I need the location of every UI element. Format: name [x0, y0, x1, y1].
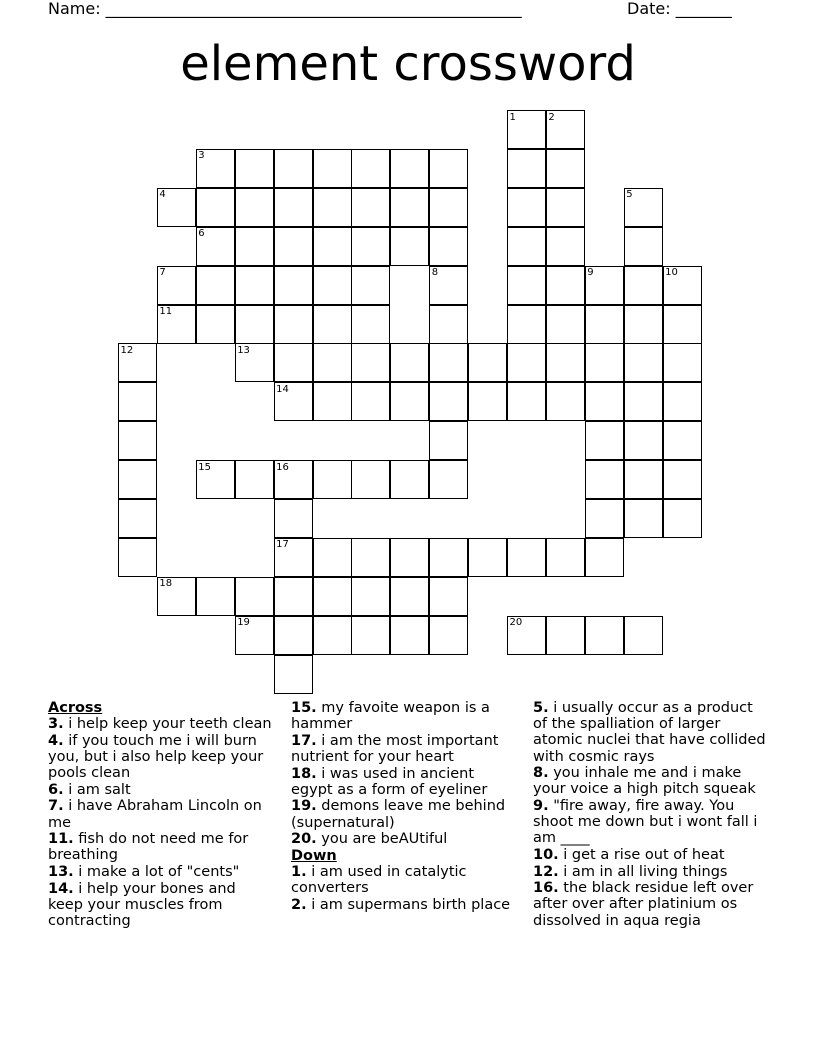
clue-item: [48, 831, 273, 863]
crossword-cell[interactable]: [313, 305, 352, 344]
crossword-cell[interactable]: [274, 616, 313, 655]
crossword-cell[interactable]: [274, 343, 313, 382]
crossword-cell[interactable]: [235, 460, 274, 499]
crossword-cell[interactable]: [585, 460, 624, 499]
crossword-cell[interactable]: [196, 305, 235, 344]
crossword-cell[interactable]: [118, 421, 157, 460]
clue-number: 17.: [291, 732, 317, 749]
crossword-cell[interactable]: [624, 460, 663, 499]
clue-number: 18.: [291, 765, 317, 782]
crossword-cell[interactable]: [390, 382, 429, 421]
clue-text: my favoite weapon is a hammer: [291, 700, 490, 733]
clue-number: 15.: [291, 700, 317, 716]
crossword-cell[interactable]: [429, 227, 468, 266]
crossword-cell[interactable]: [468, 538, 507, 577]
crossword-cell[interactable]: [546, 266, 585, 305]
crossword-cell[interactable]: [351, 227, 390, 266]
clue-number: 2.: [291, 896, 307, 913]
clue-number: 12.: [533, 863, 559, 880]
crossword-cell[interactable]: [663, 460, 702, 499]
crossword-cell[interactable]: [507, 266, 546, 305]
crossword-cell[interactable]: [546, 149, 585, 188]
crossword-cell[interactable]: [313, 266, 352, 305]
crossword-cell[interactable]: [274, 305, 313, 344]
crossword-cell[interactable]: [274, 227, 313, 266]
clue-text: fish do not need me for breathing: [48, 831, 249, 864]
clue-number: 9.: [533, 798, 549, 814]
clue-text: i help your bones and keep your muscles from contracting: [48, 880, 236, 929]
cell-number: 3: [198, 150, 205, 162]
crossword-cell[interactable]: [313, 460, 352, 499]
clue-text: "fire away, fire away. You shoot me down but i wont fall i am ____: [533, 798, 758, 847]
crossword-cell[interactable]: [507, 188, 546, 227]
clue-text: you inhale me and i make your voice a high pitch squeak: [533, 765, 756, 798]
clue-item: [291, 766, 516, 798]
crossword-cell[interactable]: [313, 577, 352, 616]
cell-number: 1: [509, 111, 516, 123]
crossword-cell[interactable]: [624, 616, 663, 655]
clue-number: 7.: [48, 798, 64, 815]
clue-number: 8.: [533, 765, 549, 782]
crossword-cell[interactable]: [429, 616, 468, 655]
crossword-cell[interactable]: [507, 305, 546, 344]
clue-text: i help keep your teeth clean: [68, 716, 272, 733]
crossword-cell[interactable]: [351, 616, 390, 655]
clue-item: [48, 864, 273, 880]
clue-column-3: [533, 700, 768, 929]
crossword-cell[interactable]: [468, 343, 507, 382]
crossword-cell[interactable]: [429, 149, 468, 188]
crossword-cell[interactable]: [351, 577, 390, 616]
crossword-cell[interactable]: [313, 382, 352, 421]
clue-item: [533, 700, 768, 765]
clue-item: [291, 831, 516, 847]
cell-number: 13: [237, 344, 250, 356]
clue-item: [48, 881, 273, 930]
cell-number: 12: [120, 344, 134, 356]
cell-number: 14: [276, 383, 289, 395]
clue-text: you are beAUtiful: [321, 831, 448, 848]
crossword-cell[interactable]: [118, 382, 157, 421]
clue-item: [533, 765, 768, 797]
clue-text: i am in all living things: [563, 863, 728, 880]
crossword-cell[interactable]: [351, 460, 390, 499]
crossword-cell[interactable]: [390, 616, 429, 655]
crossword-cell[interactable]: [118, 499, 157, 538]
crossword-cell[interactable]: [429, 538, 468, 577]
crossword-cell[interactable]: [585, 616, 624, 655]
crossword-cell[interactable]: [351, 538, 390, 577]
crossword-cell[interactable]: [390, 188, 429, 227]
clue-text: demons leave me behind (supernatural): [291, 798, 506, 831]
clue-item: [291, 733, 516, 765]
crossword-cell[interactable]: [274, 655, 313, 694]
crossword-cell[interactable]: [429, 305, 468, 344]
crossword-cell[interactable]: [390, 149, 429, 188]
crossword-cell[interactable]: [235, 149, 274, 188]
crossword-cell[interactable]: [507, 343, 546, 382]
clue-text: the black residue left over after over after platinium os dissolved in aqua regia: [533, 880, 754, 929]
crossword-cell[interactable]: [624, 421, 663, 460]
crossword-cell[interactable]: [118, 538, 157, 577]
clue-number: 3.: [48, 716, 64, 733]
cell-number: 16: [276, 461, 289, 473]
crossword-cell[interactable]: [274, 266, 313, 305]
clue-item: [291, 798, 516, 830]
crossword-cell[interactable]: [351, 149, 390, 188]
crossword-cell[interactable]: [546, 305, 585, 344]
crossword-cell[interactable]: [274, 149, 313, 188]
cell-number: 7: [159, 267, 166, 279]
crossword-cell[interactable]: [429, 421, 468, 460]
clue-text: i am used in catalytic converters: [291, 863, 467, 897]
crossword-cell[interactable]: [313, 343, 352, 382]
cell-number: 4: [159, 189, 166, 201]
crossword-cell[interactable]: [429, 577, 468, 616]
name-field[interactable]: Name: ____________________________________________________: [48, 0, 522, 18]
crossword-cell[interactable]: [468, 382, 507, 421]
crossword-cell[interactable]: [351, 382, 390, 421]
clue-item: [48, 782, 273, 798]
clue-item: [533, 847, 768, 863]
crossword-cell[interactable]: [274, 577, 313, 616]
crossword-cell[interactable]: [663, 421, 702, 460]
crossword-cell[interactable]: [624, 266, 663, 305]
crossword-cell[interactable]: [585, 343, 624, 382]
clue-item: [533, 880, 768, 929]
crossword-cell[interactable]: [429, 188, 468, 227]
crossword-cell[interactable]: [663, 305, 702, 344]
crossword-cell[interactable]: [351, 305, 390, 344]
cell-number: 5: [626, 189, 633, 201]
clue-number: 6.: [48, 781, 64, 798]
clue-text: i get a rise out of heat: [563, 847, 725, 863]
across-heading: Across: [48, 700, 103, 716]
crossword-cell[interactable]: [663, 499, 702, 538]
down-heading: Down: [291, 847, 337, 864]
clue-item: [533, 798, 768, 847]
crossword-cell[interactable]: [546, 227, 585, 266]
crossword-cell[interactable]: [546, 616, 585, 655]
page-title: element crossword: [180, 36, 636, 92]
crossword-cell[interactable]: [351, 188, 390, 227]
crossword-cell[interactable]: [507, 149, 546, 188]
clue-text: i was used in ancient egypt as a form of eyeliner: [291, 765, 488, 798]
crossword-cell[interactable]: [663, 343, 702, 382]
clue-text: if you touch me i will burn you, but i also help keep your pools clean: [48, 732, 264, 782]
crossword-cell[interactable]: [390, 538, 429, 577]
clue-text: i am supermans birth place: [311, 896, 511, 913]
crossword-cell[interactable]: [390, 577, 429, 616]
clue-text: i am salt: [68, 781, 131, 798]
crossword-cell[interactable]: [429, 343, 468, 382]
crossword-cell[interactable]: [546, 343, 585, 382]
clue-number: 16.: [533, 880, 559, 897]
crossword-cell[interactable]: [313, 188, 352, 227]
cell-number: 15: [198, 461, 212, 473]
crossword-cell[interactable]: [390, 227, 429, 266]
cell-number: 8: [431, 267, 439, 279]
clue-text: i have Abraham Lincoln on me: [48, 798, 262, 831]
crossword-cell[interactable]: [429, 382, 468, 421]
clue-number: 13.: [48, 863, 74, 880]
clue-number: 5.: [533, 700, 549, 716]
crossword-cell[interactable]: [196, 188, 235, 227]
date-field[interactable]: Date: _______: [627, 0, 732, 18]
cell-number: 9: [587, 267, 594, 279]
crossword-cell[interactable]: [546, 538, 585, 577]
crossword-cell[interactable]: [196, 577, 235, 616]
clue-number: 1.: [291, 863, 307, 880]
crossword-cell[interactable]: [313, 149, 352, 188]
crossword-cell[interactable]: [235, 266, 274, 305]
clue-number: 20.: [291, 831, 317, 848]
clue-item: [48, 798, 273, 830]
crossword-cell[interactable]: [585, 421, 624, 460]
clue-number: 14.: [48, 880, 74, 897]
cell-number: 6: [198, 228, 205, 240]
crossword-cell[interactable]: [585, 499, 624, 538]
crossword-cell[interactable]: [429, 460, 468, 499]
crossword-cell[interactable]: [313, 227, 352, 266]
clue-number: 11.: [48, 831, 74, 848]
crossword-cell[interactable]: [390, 343, 429, 382]
crossword-cell[interactable]: [546, 188, 585, 227]
crossword-cell[interactable]: [351, 266, 390, 305]
cell-number: 10: [665, 267, 678, 279]
clue-item: [48, 716, 273, 732]
clue-column-2: [291, 700, 516, 913]
clue-number: 10.: [533, 847, 559, 863]
clue-item: [48, 733, 273, 782]
crossword-cell[interactable]: [624, 343, 663, 382]
cell-number: 11: [159, 306, 173, 317]
crossword-cell[interactable]: [274, 188, 313, 227]
crossword-cell[interactable]: [507, 538, 546, 577]
clue-text: i am the most important nutrient for your heart: [291, 732, 499, 765]
cell-number: 19: [237, 617, 250, 629]
clue-number: 19.: [291, 798, 317, 815]
clue-item: [291, 864, 516, 896]
crossword-cell[interactable]: [507, 227, 546, 266]
clue-item: [533, 864, 768, 880]
crossword-cell[interactable]: [624, 305, 663, 344]
clue-number: 4.: [48, 732, 64, 749]
cell-number: 2: [548, 111, 555, 123]
crossword-cell[interactable]: [390, 460, 429, 499]
crossword-cell[interactable]: [624, 382, 663, 421]
clue-item: [291, 897, 516, 913]
crossword-cell[interactable]: [507, 382, 546, 421]
crossword-cell[interactable]: [585, 382, 624, 421]
crossword-cell[interactable]: [235, 577, 274, 616]
crossword-cell[interactable]: [235, 188, 274, 227]
crossword-cell[interactable]: [585, 305, 624, 344]
cell-number: 17: [276, 539, 289, 551]
crossword-cell[interactable]: [274, 499, 313, 538]
crossword-cell[interactable]: [546, 382, 585, 421]
crossword-cell[interactable]: [313, 538, 352, 577]
crossword-cell[interactable]: [585, 538, 624, 577]
crossword-cell[interactable]: [196, 266, 235, 305]
clue-column-1: [48, 700, 273, 930]
clue-text: i usually occur as a product of the spalliation of larger atomic nuclei that have collided with cosmic rays: [533, 700, 766, 765]
clue-text: i make a lot of "cents": [78, 863, 240, 880]
crossword-cell[interactable]: [235, 305, 274, 344]
clue-item: [291, 700, 516, 732]
crossword-cell[interactable]: [313, 616, 352, 655]
crossword-cell[interactable]: [351, 343, 390, 382]
crossword-cell[interactable]: [624, 227, 663, 266]
crossword-cell[interactable]: [624, 499, 663, 538]
crossword-cell[interactable]: [235, 227, 274, 266]
crossword-cell[interactable]: [118, 460, 157, 499]
cell-number: 20: [509, 617, 523, 629]
crossword-cell[interactable]: [663, 382, 702, 421]
cell-number: 18: [159, 578, 173, 590]
